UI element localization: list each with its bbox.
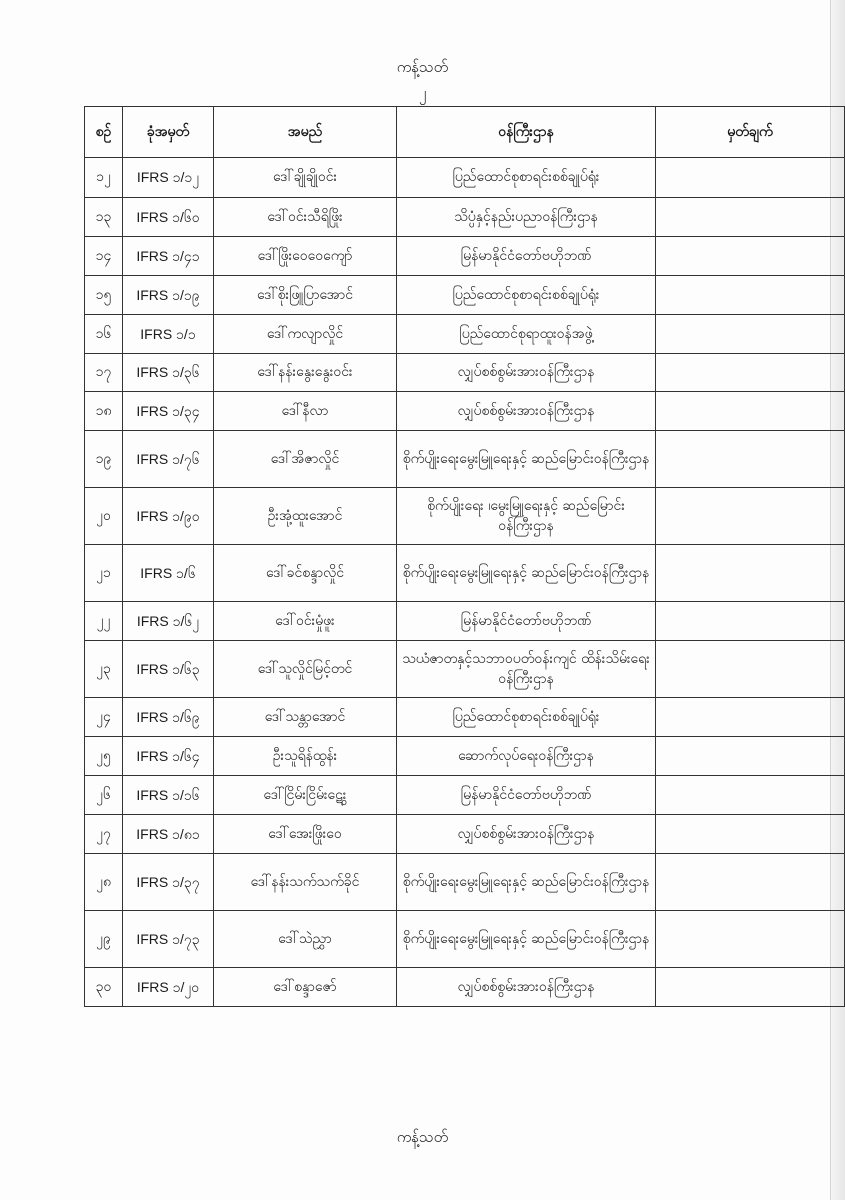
cell-ministry: စိုက်ပျိုးရေးမွေးမြူရေးနှင့် ဆည်မြောင်းဝန်ကြီးဌာန <box>397 911 656 968</box>
cell-name: ဒေါ်နီလာ <box>214 392 397 431</box>
cell-name: ဒေါ်ဝင်းသီရိဖြိုး <box>214 198 397 237</box>
cell-ministry: စိုက်ပျိုးရေး ၊မွေးမြူရေးနှင့် ဆည်မြောင်းဝန်ကြီးဌာန <box>397 488 656 545</box>
cell-no: ၁၉ <box>85 431 123 488</box>
cell-name: ဦးအုံ့ထူးအောင် <box>214 488 397 545</box>
cell-ministry: မြန်မာနိုင်ငံတော်ဗဟိုဘဏ် <box>397 237 656 276</box>
table-row <box>85 815 845 854</box>
table-row <box>85 911 845 968</box>
cell-no: ၂၁ <box>85 545 123 602</box>
page-number: ၂ <box>418 84 427 102</box>
cell-ministry: ပြည်ထောင်စုစာရင်းစစ်ချုပ်ရုံး <box>397 276 656 315</box>
cell-remark <box>656 815 845 854</box>
cell-ministry: ပြည်ထောင်စုစာရင်းစစ်ချုပ်ရုံး <box>397 698 656 737</box>
cell-no: ၂၂ <box>85 602 123 641</box>
cell-remark <box>656 641 845 698</box>
table-row <box>85 737 845 776</box>
cell-seat-number: IFRS ၁/၆၄ <box>123 737 214 776</box>
cell-remark <box>656 854 845 911</box>
table-row <box>85 158 845 198</box>
cell-remark <box>656 276 845 315</box>
table-row <box>85 968 845 1007</box>
table-header-row <box>85 107 845 158</box>
cell-ministry: စိုက်ပျိုးရေးမွေးမြူရေးနှင့် ဆည်မြောင်းဝန်ကြီးဌာန <box>397 854 656 911</box>
table-row <box>85 602 845 641</box>
table-row <box>85 276 845 315</box>
cell-ministry: လျှပ်စစ်စွမ်းအားဝန်ကြီးဌာန <box>397 968 656 1007</box>
cell-remark <box>656 698 845 737</box>
cell-remark <box>656 198 845 237</box>
cell-no: ၃၀ <box>85 968 123 1007</box>
cell-ministry: စိုက်ပျိုးရေးမွေးမြူရေးနှင့် ဆည်မြောင်းဝန်ကြီးဌာန <box>397 431 656 488</box>
header-classification: ကန့်သတ် <box>396 58 449 76</box>
cell-name: ဒေါ်ခင်စန္ဒာလှိုင် <box>214 545 397 602</box>
cell-ministry: မြန်မာနိုင်ငံတော်ဗဟိုဘဏ် <box>397 602 656 641</box>
cell-seat-number: IFRS ၁/၆၂ <box>123 602 214 641</box>
cell-remark <box>656 158 845 198</box>
cell-ministry: သိပ္ပံနှင့်နည်းပညာဝန်ကြီးဌာန <box>397 198 656 237</box>
cell-ministry: ပြည်ထောင်စုစာရင်းစစ်ချုပ်ရုံး <box>397 158 656 198</box>
cell-seat-number: IFRS ၁/၁၆ <box>123 776 214 815</box>
cell-ministry: သယံဇာတနှင့်သဘာဝပတ်ဝန်းကျင် ထိန်းသိမ်းရေးဝန်ကြီးဌာန <box>397 641 656 698</box>
cell-name: ဒေါ်စိုးဖြူပြာအောင် <box>214 276 397 315</box>
cell-remark <box>656 431 845 488</box>
cell-no: ၂၉ <box>85 911 123 968</box>
cell-ministry: မြန်မာနိုင်ငံတော်ဗဟိုဘဏ် <box>397 776 656 815</box>
column-header-no: စဉ် <box>85 107 123 158</box>
cell-ministry: လျှပ်စစ်စွမ်းအားဝန်ကြီးဌာန <box>397 815 656 854</box>
table-row <box>85 641 845 698</box>
column-header-seat: ခုံအမှတ် <box>123 107 214 158</box>
table-row <box>85 198 845 237</box>
cell-seat-number: IFRS ၁/၆၃ <box>123 641 214 698</box>
cell-ministry: ပြည်ထောင်စုရာထူးဝန်အဖွဲ့ <box>397 315 656 354</box>
cell-seat-number: IFRS ၁/၁၂ <box>123 158 214 198</box>
cell-remark <box>656 968 845 1007</box>
table-row <box>85 315 845 354</box>
cell-no: ၁၃ <box>85 198 123 237</box>
cell-seat-number: IFRS ၁/၆၉ <box>123 698 214 737</box>
cell-remark <box>656 545 845 602</box>
column-header-ministry: ဝန်ကြီးဌာန <box>397 107 656 158</box>
cell-seat-number: IFRS ၁/၁၉ <box>123 276 214 315</box>
cell-no: ၂၆ <box>85 776 123 815</box>
cell-ministry: လျှပ်စစ်စွမ်းအားဝန်ကြီးဌာန <box>397 354 656 392</box>
cell-ministry: လျှပ်စစ်စွမ်းအားဝန်ကြီးဌာန <box>397 392 656 431</box>
table-row <box>85 431 845 488</box>
cell-remark <box>656 315 845 354</box>
footer-classification: ကန့်သတ် <box>396 1128 449 1146</box>
table-row <box>85 488 845 545</box>
table-row <box>85 545 845 602</box>
cell-no: ၁၅ <box>85 276 123 315</box>
cell-no: ၂၃ <box>85 641 123 698</box>
cell-no: ၁၈ <box>85 392 123 431</box>
cell-name: ဒေါ်သန္တာအောင် <box>214 698 397 737</box>
cell-no: ၂၅ <box>85 737 123 776</box>
cell-name: ဦးသူရိန်ထွန်း <box>214 737 397 776</box>
cell-no: ၂၈ <box>85 854 123 911</box>
cell-remark <box>656 602 845 641</box>
cell-name: ဒေါ်ချိုချိုဝင်း <box>214 158 397 198</box>
cell-seat-number: IFRS ၁/၁ <box>123 315 214 354</box>
cell-name: ဒေါ်ကလျာလှိုင် <box>214 315 397 354</box>
cell-no: ၂၇ <box>85 815 123 854</box>
table-row <box>85 776 845 815</box>
cell-name: ဒေါ်သူလှိုင်မြင့်တင် <box>214 641 397 698</box>
cell-seat-number: IFRS ၁/၃၇ <box>123 854 214 911</box>
cell-seat-number: IFRS ၁/၃၄ <box>123 392 214 431</box>
cell-remark <box>656 911 845 968</box>
cell-name: ဒေါ်အိဇာလှိုင် <box>214 431 397 488</box>
table-body <box>85 158 845 1007</box>
cell-remark <box>656 737 845 776</box>
cell-seat-number: IFRS ၁/၃၆ <box>123 354 214 392</box>
cell-seat-number: IFRS ၁/၄၁ <box>123 237 214 276</box>
cell-seat-number: IFRS ၁/၇၆ <box>123 431 214 488</box>
cell-seat-number: IFRS ၁/၇၃ <box>123 911 214 968</box>
participants-table <box>84 106 845 1007</box>
cell-seat-number: IFRS ၁/၆၀ <box>123 198 214 237</box>
cell-no: ၁၄ <box>85 237 123 276</box>
table-row <box>85 354 845 392</box>
cell-no: ၂၄ <box>85 698 123 737</box>
cell-name: ဒေါ်နန်းသက်သက်ခိုင် <box>214 854 397 911</box>
cell-name: ဒေါ်နန်းနွေးနွေးဝင်း <box>214 354 397 392</box>
column-header-name: အမည် <box>214 107 397 158</box>
cell-seat-number: IFRS ၁/၆ <box>123 545 214 602</box>
cell-ministry: စိုက်ပျိုးရေးမွေးမြူရေးနှင့် ဆည်မြောင်းဝန်ကြီးဌာန <box>397 545 656 602</box>
cell-no: ၁၇ <box>85 354 123 392</box>
cell-remark <box>656 237 845 276</box>
cell-no: ၁၂ <box>85 158 123 198</box>
cell-remark <box>656 354 845 392</box>
cell-remark <box>656 392 845 431</box>
cell-remark <box>656 488 845 545</box>
cell-remark <box>656 776 845 815</box>
cell-seat-number: IFRS ၁/၈၁ <box>123 815 214 854</box>
cell-seat-number: IFRS ၁/၉၀ <box>123 488 214 545</box>
cell-name: ဒေါ်စန္ဒာဇော် <box>214 968 397 1007</box>
cell-ministry: ဆောက်လုပ်ရေးဝန်ကြီးဌာန <box>397 737 656 776</box>
cell-seat-number: IFRS ၁/၂၀ <box>123 968 214 1007</box>
cell-name: ဒေါ်သဲညွှာ <box>214 911 397 968</box>
cell-name: ဒေါ်ဖြိုးဝေဝေကျော် <box>214 237 397 276</box>
cell-no: ၂၀ <box>85 488 123 545</box>
cell-name: ဒေါ်အေးဖြိုးဝေ <box>214 815 397 854</box>
cell-name: ဒေါ်ငြိမ်းငြိမ်းဋွေး <box>214 776 397 815</box>
table-row <box>85 392 845 431</box>
column-header-remark: မှတ်ချက် <box>656 107 845 158</box>
table-row <box>85 237 845 276</box>
table-row <box>85 698 845 737</box>
cell-no: ၁၆ <box>85 315 123 354</box>
cell-name: ဒေါ်ဝင်းမှုံဖူး <box>214 602 397 641</box>
table-row <box>85 854 845 911</box>
